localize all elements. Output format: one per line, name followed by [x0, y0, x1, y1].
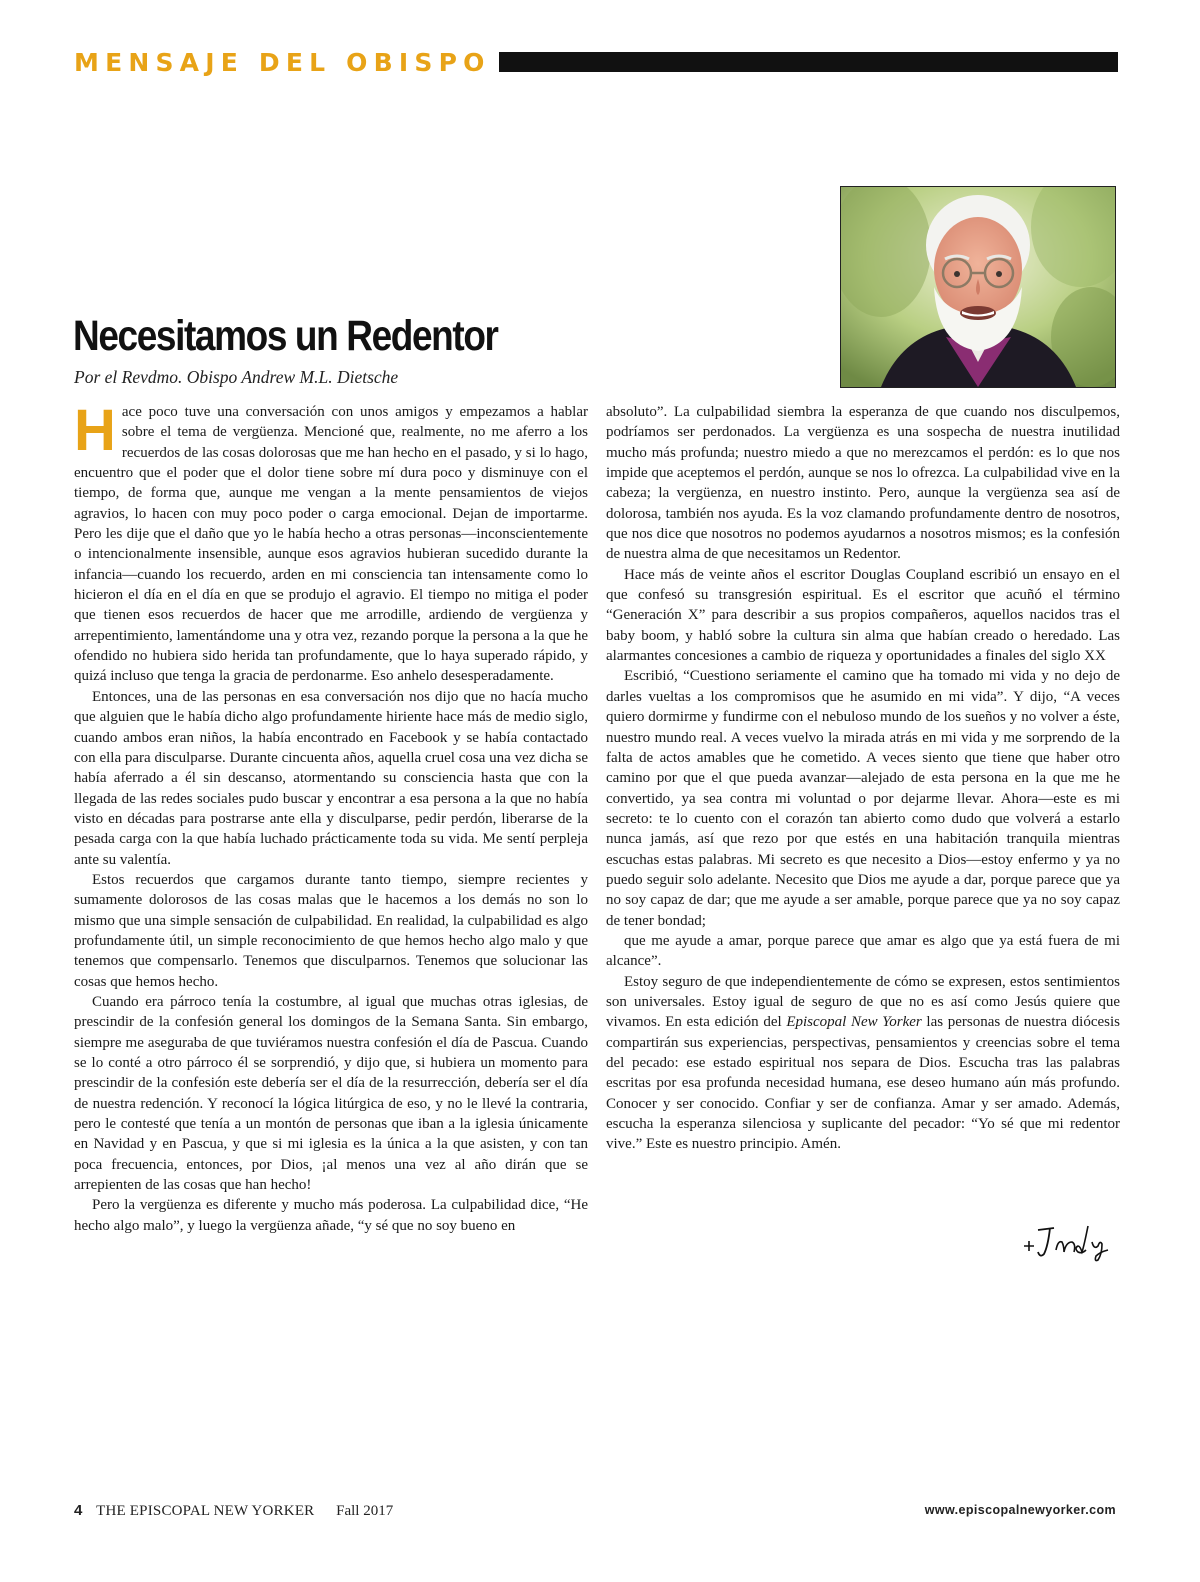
bishop-portrait-photo [840, 186, 1116, 388]
signature [1020, 1216, 1116, 1264]
paragraph: Estos recuerdos que cargamos durante tanto tiempo, siempre recientes y sumamente dolorosos de las cosas malas que le hacemos a los demás no son lo mismo que una simple sensación de culpabilidad. En realidad, la culpabilidad es algo profundamente útil, un simple reconocimiento de que hemos hecho algo malo y que tenemos que compensarlo. Tenemos que disculparnos. Tenemos que solucionar las cosas que hemos hecho. [74, 871, 588, 990]
section-title: MENSAJE DEL OBISPO [74, 47, 491, 77]
paragraph: Entonces, una de las personas en esa conversación nos dijo que no hacía mucho que alguien que le había dicho algo profundamente hiriente hace más de medio siglo, cuando ambos eran niños, la había encontrado en Facebook y se había contactado con ella para disculparse. Durante cincuenta años, aquella cruel cosa una vez dicha se había aferrado a él sin descanso, atormentando su consciencia hasta que con la llegada de las redes sociales pudo buscar y encontrar a esa persona a la que no había visto en décadas para postrarse ante ella y disculparse, pedir perdón, liberarse de la pesada carga con la que había luchado prácticamente toda su vida. Me sentí perpleja ante su valentía. [74, 688, 588, 868]
paragraph: Escribió, “Cuestiono seriamente el camino que ha tomado mi vida y no dejo de darles vueltas a los compromisos que he asumido en mi vida”. Y dijo, “A veces quiero dormirme y fundirme con el nebuloso mundo de los sueños y no volver a éste, nuestro mundo real. A veces vuelvo la mirada atrás en mi vida y me sorprendo de la falta de actos amables que he cometido. A veces siento que tiene que haber otro camino por que el que pueda avanzar—alejado de esta persona en la que me he convertido, ya sea contra mi voluntad o por dejarme llevar. Ahora—este es mi secreto: te lo cuento con el corazón tan abierto como dudo que volverá a estarlo nunca jamás, así que rezo por que estés en una habitación tranquila mientras escuchas estas palabras. Mi secreto es que necesito a Dios—estoy enfermo y ya no puedo seguir solo adelante. Necesito que Dios me ayude a dar, porque parece que ya no soy capaz de dar; que me ayude a ser amable, porque parece que ya no soy capaz de tener bondad; [606, 668, 1120, 929]
footer-website: www.episcopalnewyorker.com [924, 1503, 1116, 1517]
paragraph: Cuando era párroco tenía la costumbre, al igual que muchas otras iglesias, de prescindir de la confesión general los domingos de la Semana Santa. Sin embargo, siempre me aseguraba de que tuviéramos nuestra confesión el día de Pascua. Cuando se lo conté a otro párroco él se sorprendió, y dijo que, si hubiera un momento para prescindir de la confesión este debería ser el día de la resurrección, debería ser el día de nuestra redención. Y reconocí la lógica litúrgica de eso, y no le llevé la contraria, pero le contesté que tenía a un montón de personas que iban a la iglesia únicamente en Navidad y en Pascua, y que si mi iglesia es la única a la que asisten, y con tan poca frecuencia, entonces, por Dios, ¡al menos una vez al año dirán que se arrepienten de las cosas que han hecho! [74, 993, 588, 1194]
paragraph: Estoy seguro de que independientemente de cómo se expresen, estos sentimientos son universales. Estoy igual de seguro de que no es así como Jesús quiere que vivamos. En esta edición del Episcopal New Yorker las personas de nuestra diócesis compartirán sus experiencias, perspectivas, pensamientos y creencias sobre el tema del pecado: ese estado espiritual nos separa de Dios. Escucha tras las palabras escritas por esa profunda necesidad humana, ese deseo humano aún más profundo. Conocer y ser conocido. Confiar y ser de confianza. Amar y ser amado. Además, escucha la esperanza silenciosa y suplicante del pecador: “Yo sé que mi redentor vive.” Este es nuestro principio. Amén. [606, 973, 1120, 1153]
article-title: Necesitamos un Redentor [73, 312, 498, 360]
publication-title: THE EPISCOPAL NEW YORKER [96, 1503, 315, 1519]
paragraph: Pero la vergüenza es diferente y mucho más poderosa. La culpabilidad dice, “He hecho algo malo”, y luego la vergüenza añade, “y sé que no soy bueno en [74, 1197, 588, 1234]
article-byline: Por el Revdmo. Obispo Andrew M.L. Dietsche [74, 367, 399, 387]
issue-date: Fall 2017 [336, 1503, 394, 1519]
drop-cap: H [74, 398, 116, 463]
paragraph: Hace más de veinte años el escritor Douglas Coupland escribió un ensayo en el que confesó su transgresión espiritual. Es el escritor que acuñó el término “Generación X” para describir a sus propios compañeros, aquellos nacidos tras el baby boom, y habló sobre la cultura sin alma que habían creado o heredado. Las alarmantes concesiones a cambio de riqueza y oportunidades a finales del siglo XX [606, 566, 1120, 665]
footer-publication-info [74, 1502, 393, 1520]
paragraph: absoluto”. La culpabilidad siembra la esperanza de que cuando nos disculpemos, podríamos ser perdonados. La vergüenza es una sospecha de nuestra inutilidad mucho más profunda; nuestro miedo a que no merezcamos el perdón: es lo que nos impide que aceptemos el perdón, aunque se nos lo ofrezca. La culpabilidad vive en la cabeza; la vergüenza, en nuestro instinto. Pero, aunque la vergüenza sea así de dolorosa, también nos ayuda. Es la voz clamando profundamente dentro de nosotros, que nos dice que nosotros no podemos ayudarnos a nosotros mismos; es la confesión de nuestra alma de que necesitamos un Redentor. [606, 404, 1120, 563]
paragraph: Hace poco tuve una conversación con unos amigos y empezamos a hablar sobre el tema de vergüenza. Mencioné que, realmente, no me aferro a los recuerdos de las cosas dolorosas que me han hecho en el pasado, y si lo hago, encuentro que el poder que el dolor tiene sobre mí dura poco y disminuye con el tiempo, de forma que, aunque me vengan a la mente pensamientos de viejos agravios, lo hacen con muy poco poder o carga emocional. Dejan de importarme. Pero les dije que el daño que yo le había hecho a otras personas—inconscientemente o intencionalmente insensible, aunque esos agravios hubieran sucedido durante la infancia—cuando los recuerdo, arden en mi consciencia tan intensamente como lo hicieron el día en el día en que se produjo el agravio. El tiempo no mitiga el poder que tienen esos recuerdos de hacer que me arrodille, ardiendo de vergüenza y arrepentimiento, lamentándome una y otra vez, rezando porque la persona a la que he ofendido no hubiera sido herida tan profundamente, que lo haya superado rápido, y quizá incluso que tenga la gracia de perdonarme. Eso anhelo desesperadamente. [74, 398, 588, 685]
publication-name: Episcopal New Yorker [786, 1014, 922, 1031]
section-bar [499, 52, 1118, 72]
article-column-right [606, 402, 1120, 1155]
article-column-left [74, 398, 588, 1236]
page-number: 4 [74, 1502, 83, 1519]
section-header [74, 46, 1118, 78]
paragraph: que me ayude a amar, porque parece que amar es algo que ya está fuera de mi alcance”. [606, 932, 1120, 970]
